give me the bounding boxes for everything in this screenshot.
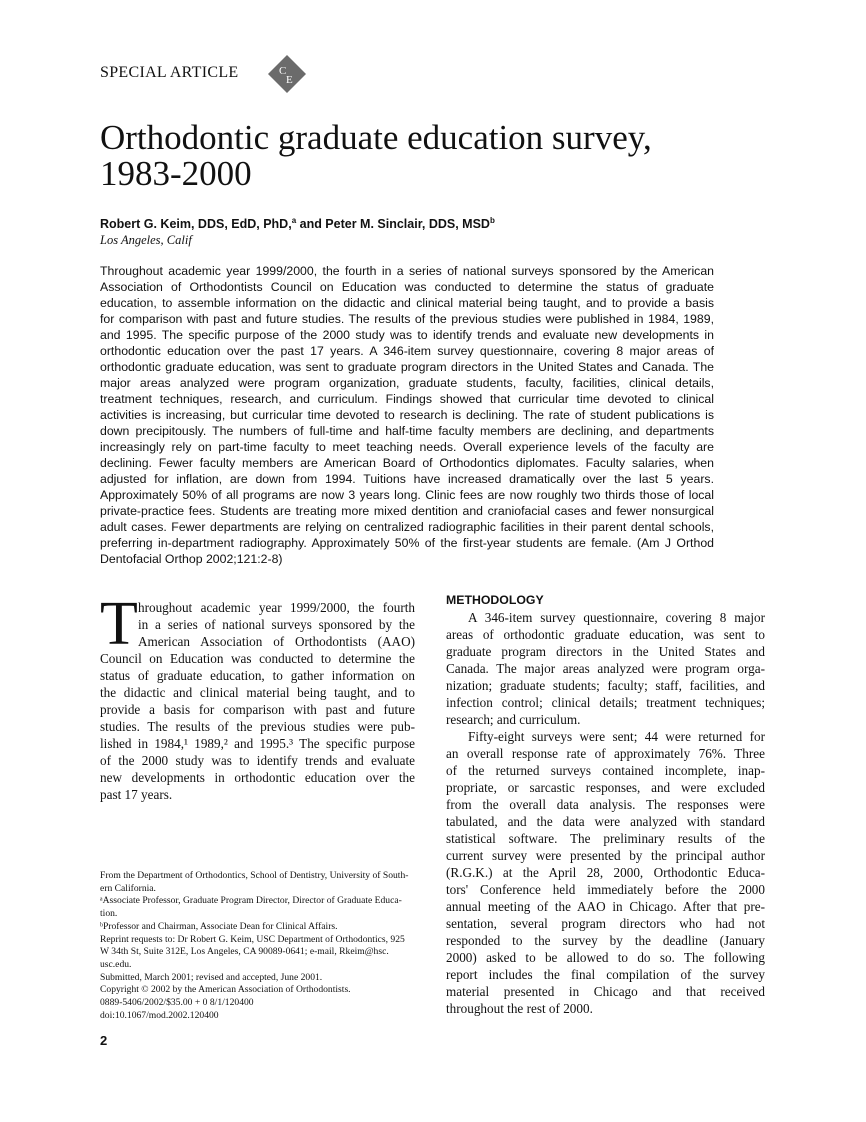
footnote (100, 870, 415, 895)
text-line: A 346-item survey questionnaire, covering 8 major (468, 610, 765, 625)
text-line: Approximately 50% of all programs are now 3 years long. Clinic fees are now roughly two thirds those of local (100, 488, 714, 502)
text-line: Canada. The major areas analyzed were program orga- (446, 661, 765, 676)
footnote (100, 972, 415, 985)
text-line: new developments in orthodontic education over the (100, 770, 415, 785)
text-line: annual meeting of the AAO in Chicago. After that pre- (446, 899, 765, 914)
text-line: from the overall data analysis. The responses were (446, 797, 765, 812)
text-line: Council on Education was conducted to determine the (100, 651, 415, 666)
text-line: research; and curriculum. (446, 712, 581, 727)
text-line: adjusted for inflation, are down from 1994. Tuitions have increased dramatically over the last 5 years. (100, 472, 714, 486)
author-location: Los Angeles, Calif (100, 233, 192, 247)
footnotes (100, 870, 415, 1022)
text-line: status of graduate education, to gather information on (100, 668, 415, 683)
text-line: infection control; clinical details; treatment techniques; (446, 695, 765, 710)
text-line: graduate program directors in the United States and (446, 644, 765, 659)
text-line: lished in 1984,¹ 1989,² and 1995.³ The specific purpose (100, 736, 415, 751)
text-line: American Association of Orthodontists (AAO) (138, 634, 415, 649)
text-line: treatment techniques, research, and curriculum. Findings showed that curricular time devoted to clinical (100, 392, 714, 406)
footnote-line: Copyright © 2002 by the American Association of Orthodontists. (100, 984, 351, 996)
text-line: current survey were presented by the principal author (446, 848, 765, 863)
text-line: Dentofacial Orthop 2002;121:2-8) (100, 552, 283, 566)
title-line: 1983-2000 (100, 154, 252, 193)
text-line: responded to the survey by the deadline (January (446, 933, 765, 948)
footnote-line: Reprint requests to: Dr Robert G. Keim, USC Department of Orthodontics, 925 (100, 933, 405, 945)
text-line: report includes the final compilation of the survey (446, 967, 765, 982)
text-line: and 1995. The specific purpose of the 2000 study was to identify trends and evaluate new developments in (100, 328, 714, 342)
footnote-line: ern California. (100, 882, 156, 894)
text-line: studies. The results of the previous studies were pub- (100, 719, 415, 734)
text-line: provide a basis for comparison with past and future (100, 702, 415, 717)
text-line: Throughout academic year 1999/2000, the fourth in a series of national surveys sponsored by the American (100, 264, 714, 278)
author-2: and Peter M. Sinclair, DDS, MSD (296, 217, 490, 232)
text-line: for comparison with past and future studies. The results of the previous studies were published in 1984, 1989, (100, 312, 714, 326)
text-line: areas of orthodontic graduate education, was sent to (446, 627, 765, 642)
footnote (100, 921, 415, 934)
footnote (100, 1010, 415, 1023)
svg-text:C: C (279, 65, 287, 77)
footnote-line: ᵇProfessor and Chairman, Associate Dean for Clinical Affairs. (100, 920, 338, 932)
text-line: statistical software. The preliminary results of the (446, 831, 765, 846)
footnote-line: tion. (100, 908, 118, 920)
text-line: sentation, several program directors who had not (446, 916, 765, 931)
drop-cap: T (100, 590, 138, 658)
text-line: the didactic and clinical material being taught, and to (100, 685, 415, 700)
footnote (100, 895, 415, 920)
text-line: material presented in Chicago and that received (446, 984, 765, 999)
text-line: education, to assemble information on the didactic and clinical material being taught, and to provide a basis (100, 296, 714, 310)
paragraph (446, 728, 765, 1017)
authors (100, 216, 495, 231)
text-line: past 17 years. (100, 787, 173, 802)
introduction (100, 599, 415, 803)
svg-text:E: E (286, 74, 293, 86)
text-line: private-practice fees. Students are treating more mixed dentition and craniofacial cases and fewer nonsurgical (100, 504, 714, 518)
text-line: Fifty-eight surveys were sent; 44 were returned for (468, 729, 765, 744)
text-line: preferring in-department radiography. Approximately 50% of the first-year students are female. (Am J Orthod (100, 536, 714, 550)
footnote-line: doi:10.1067/mod.2002.120400 (100, 1009, 219, 1021)
page-number: 2 (100, 1033, 108, 1048)
text-line: nization; graduate students; faculty; staff, facilities, and (446, 678, 765, 693)
affiliation-mark: b (489, 216, 495, 225)
paragraph (446, 609, 765, 728)
paragraph (100, 599, 415, 803)
text-line: tors' Conference held immediately before the 2000 (446, 882, 765, 897)
text-line: major areas analyzed were program organization, graduate students, faculty, facilities, clinical details, (100, 376, 714, 390)
affiliation-mark: a (291, 216, 297, 225)
author-1: Robert G. Keim, DDS, EdD, PhD, (100, 217, 292, 232)
footnote-line: usc.edu. (100, 958, 132, 970)
title-line: Orthodontic graduate education survey, (100, 118, 652, 157)
text-line: (R.G.K.) at the April 28, 2000, Orthodontic Educa- (446, 865, 765, 880)
text-line: down precipitously. The numbers of full-time and half-time faculty members are declining, and departments (100, 424, 714, 438)
footnote-line: 0889-5406/2002/$35.00 + 0 8/1/120400 (100, 997, 254, 1009)
footnote (100, 934, 415, 972)
methodology-heading: METHODOLOGY (446, 593, 544, 607)
footnote (100, 984, 415, 997)
methodology-body (446, 609, 765, 1017)
footnote-line: ᵃAssociate Professor, Graduate Program Director, Director of Graduate Educa- (100, 895, 402, 907)
text-line: hroughout academic year 1999/2000, the fourth (138, 600, 415, 615)
text-line: declining. Fewer faculty members are American Board of Orthodontics diplomates. Faculty salaries, when (100, 456, 714, 470)
text-line: 2000) asked to be allowed to do so. The following (446, 950, 765, 965)
abstract (100, 263, 714, 567)
footnote (100, 997, 415, 1010)
text-line: orthodontic graduate education, was sent to graduate program directors in the United States and Canada. The (100, 360, 714, 374)
text-line: in a series of national surveys sponsored by the (138, 617, 415, 632)
text-line: adult cases. Fewer departments are relying on centralized radiographic facilities in their parent dental schools, (100, 520, 714, 534)
ce-credit-logo-icon (268, 55, 306, 93)
text-line: an overall response rate of approximately 76%. Three (446, 746, 765, 761)
text-line: throughout the rest of 2000. (446, 1001, 593, 1016)
text-line: Association of Orthodontists Council on Education was conducted to determine the status of graduate (100, 280, 714, 294)
text-line: increasingly rely on part-time faculty to meet teaching needs. Overall experience levels of the faculty are (100, 440, 714, 454)
article-title (100, 120, 652, 192)
text-line: of the returned surveys contained incomplete, inap- (446, 763, 765, 778)
text-line: activities is increasing, but curricular time devoted to research is declining. The rate of student publications is (100, 408, 714, 422)
footnote-line: W 34th St, Suite 312E, Los Angeles, CA 90089-0641; e-mail, Rkeim@hsc. (100, 946, 389, 958)
text-line: propriate, or sarcastic responses, and were excluded (446, 780, 765, 795)
paragraph (100, 263, 714, 567)
section-kicker: SPECIAL ARTICLE (100, 64, 239, 81)
footnote-line: From the Department of Orthodontics, School of Dentistry, University of South- (100, 870, 409, 881)
text-line: of the 2000 study was to identify trends and evaluate (100, 753, 415, 768)
text-line: orthodontic education over the past 17 years. A 346-item survey questionnaire, covering 8 major areas of (100, 344, 714, 358)
text-line: tabulated, and the data were analyzed with standard (446, 814, 765, 829)
footnote-line: Submitted, March 2001; revised and accepted, June 2001. (100, 971, 323, 983)
